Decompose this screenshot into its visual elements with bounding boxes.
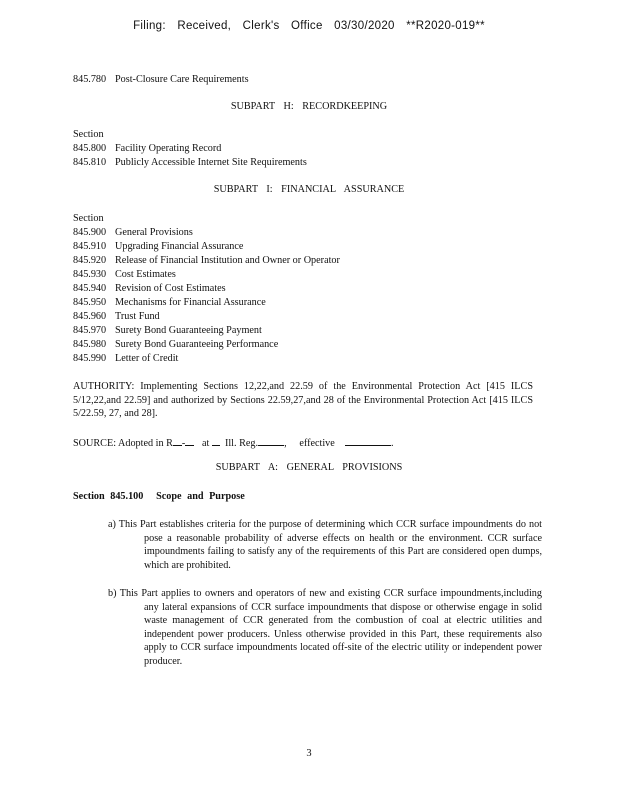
section-title: Release of Financial Institution and Owner or Operator bbox=[115, 255, 340, 266]
authority-paragraph: AUTHORITY: Implementing Sections 12,22,and 22.59 of the Environmental Protection Act [415 ILCS 5/12,22,and 22.59] and authorized by Sections 22.59,27,and 28 of the Environmental Protection Act [415 ILCS 5/22.59, 27, and 28]. bbox=[73, 381, 533, 419]
page-number: 3 bbox=[306, 748, 312, 759]
paragraph-b bbox=[108, 587, 542, 669]
paragraph-marker: b) This bbox=[108, 588, 138, 599]
section-line-845-900 bbox=[73, 226, 193, 240]
section-number: 845.960 bbox=[73, 311, 107, 322]
section-line-845-810 bbox=[73, 156, 307, 170]
blank-4 bbox=[258, 435, 284, 446]
section-line-845-930 bbox=[73, 268, 176, 282]
section-title: Mechanisms for Financial Assurance bbox=[115, 297, 266, 308]
filing-stamp: Filing: Received, Clerk's Office 03/30/2020 **R2020-019** bbox=[133, 20, 485, 32]
section-title: Surety Bond Guaranteeing Payment bbox=[115, 325, 262, 336]
paragraph-marker: a) This bbox=[108, 519, 137, 530]
section-number: 845.800 bbox=[73, 143, 107, 154]
section-number: 845.900 bbox=[73, 227, 107, 238]
source-prefix: SOURCE: Adopted in R bbox=[73, 438, 173, 449]
source-effective: effective bbox=[299, 438, 335, 449]
section-line-845-990 bbox=[73, 352, 178, 366]
blank-5 bbox=[345, 435, 391, 446]
section-title: Surety Bond Guaranteeing Performance bbox=[115, 339, 279, 350]
paragraph-text: Part establishes criteria for the purpose of determining which CCR surface impoundments do not pose a reasonable probability of adverse effects on health or the environment. CCR surface impoundments failing to satisfy any of the requirements of this Part are considered open dumps, which are prohibited. bbox=[140, 519, 543, 571]
section-label: Section 845.100 bbox=[73, 491, 144, 502]
subpart-i-heading: SUBPART I: FINANCIAL ASSURANCE bbox=[213, 184, 405, 195]
section-number: 845.990 bbox=[73, 353, 107, 364]
section-line-845-980 bbox=[73, 338, 278, 352]
source-line: SOURCE: Adopted in R - at Ill. Reg. , effective . bbox=[73, 435, 394, 451]
section-title: Upgrading Financial Assurance bbox=[115, 241, 244, 252]
section-number: 845.950 bbox=[73, 297, 107, 308]
section-line-845-960 bbox=[73, 310, 160, 324]
section-number: 845.980 bbox=[73, 339, 107, 350]
subpart-h-heading: SUBPART H: RECORDKEEPING bbox=[230, 101, 388, 112]
section-label: Section bbox=[73, 129, 104, 140]
section-title: Scope and Purpose bbox=[156, 491, 245, 502]
section-number: 845.970 bbox=[73, 325, 107, 336]
section-line-845-970 bbox=[73, 324, 262, 338]
section-title: Publicly Accessible Internet Site Requirements bbox=[115, 157, 307, 168]
section-line-845-940 bbox=[73, 282, 226, 296]
subpart-a-heading: SUBPART A: GENERAL PROVISIONS bbox=[215, 462, 403, 473]
blank-2 bbox=[185, 435, 194, 446]
section-number: 845.930 bbox=[73, 269, 107, 280]
section-title: Cost Estimates bbox=[115, 269, 176, 280]
section-title: Revision of Cost Estimates bbox=[115, 283, 226, 294]
section-number: 845.780 bbox=[73, 74, 107, 85]
section-number: 845.810 bbox=[73, 157, 107, 168]
section-line-845-800 bbox=[73, 142, 221, 156]
section-845-100-heading bbox=[73, 490, 245, 504]
section-line-845-950 bbox=[73, 296, 266, 310]
section-title: Facility Operating Record bbox=[115, 143, 222, 154]
source-reg: Ill. Reg. bbox=[224, 438, 259, 449]
section-line-845-780 bbox=[73, 73, 249, 87]
section-number: 845.920 bbox=[73, 255, 107, 266]
section-line-845-910 bbox=[73, 240, 243, 254]
section-title: Letter of Credit bbox=[115, 353, 179, 364]
section-number: 845.940 bbox=[73, 283, 107, 294]
section-label: Section bbox=[73, 213, 104, 224]
source-end: . bbox=[390, 438, 394, 449]
section-title: General Provisions bbox=[115, 227, 193, 238]
paragraph-a bbox=[108, 518, 542, 572]
blank-3 bbox=[212, 435, 220, 446]
section-title: Trust Fund bbox=[115, 311, 160, 322]
section-number: 845.910 bbox=[73, 241, 107, 252]
section-line-845-920 bbox=[73, 254, 340, 268]
paragraph-text: Part applies to owners and operators of new and existing CCR surface impoundments,including any lateral expansions of CCR surface impoundments that dispose or otherwise engage in solid waste management of CCR generated from the combustion of coal at electric utilities and independent power producers. Unless otherwise provided in this Part, these requirements also apply to CCR surface impoundments located off-site of the electric utility or independent power producer. bbox=[141, 588, 542, 667]
section-title: Post-Closure Care Requirements bbox=[115, 74, 249, 85]
source-at: at bbox=[201, 438, 210, 449]
blank-1 bbox=[173, 435, 182, 446]
